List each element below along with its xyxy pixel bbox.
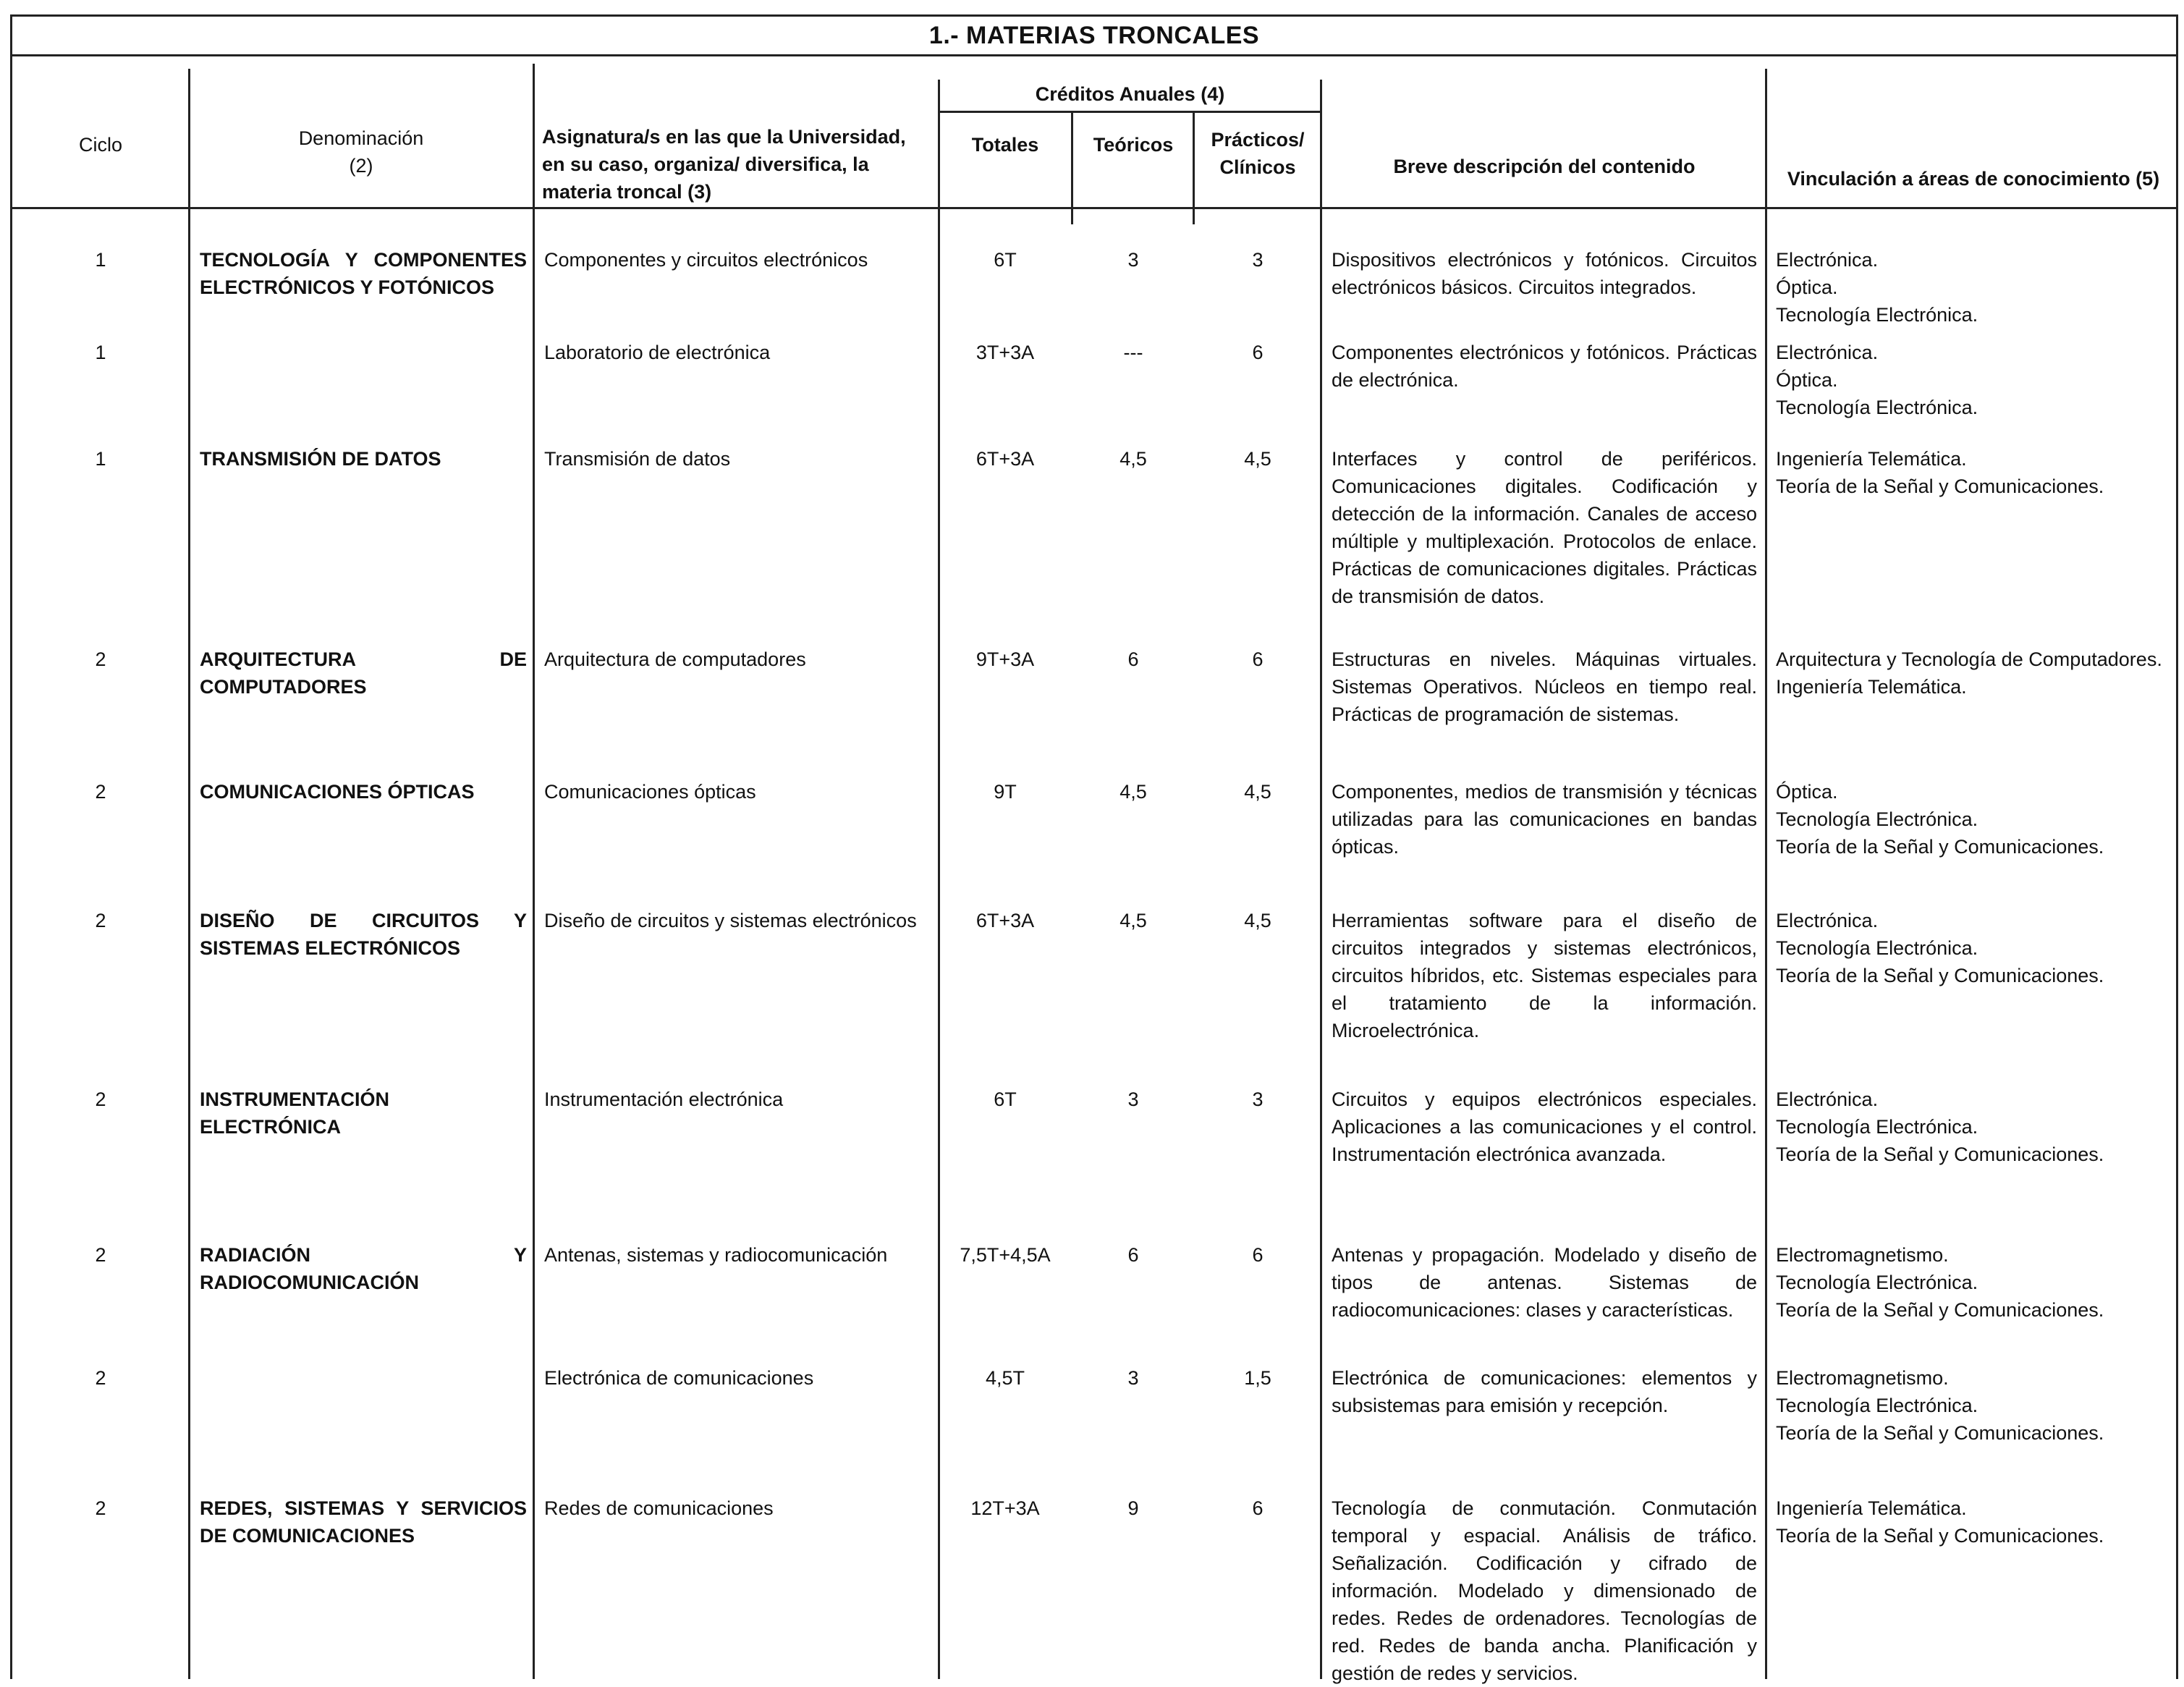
cell-vinculacion-row-8 <box>1776 1241 2178 1324</box>
cell-vinculacion-row-2 <box>1776 339 2178 421</box>
creditos-divider <box>938 111 1320 113</box>
vinculacion-area: Ingeniería Telemática. <box>1776 448 1967 470</box>
vinculacion-area: Tecnología Electrónica. <box>1776 1272 1978 1293</box>
cell-totales-row-5: 9T <box>994 781 1017 803</box>
cell-ciclo-row-3: 1 <box>95 448 106 470</box>
cell-practicos-row-6: 4,5 <box>1244 910 1271 931</box>
cell-asignatura-row-2: Laboratorio de electrónica <box>544 342 771 363</box>
cell-descripcion-row-8: Antenas y propagación. Modelado y diseño de tipos de antenas. Sistemas de radiocomunicaciones: clases y características. <box>1332 1244 1757 1321</box>
cell-teoricos-row-2: --- <box>1123 342 1143 363</box>
vinculacion-area: Tecnología Electrónica. <box>1776 304 1978 326</box>
col-sep-1 <box>188 69 190 1679</box>
cell-practicos-row-4: 6 <box>1252 648 1264 670</box>
vinculacion-area: Electrónica. <box>1776 342 1879 363</box>
cell-practicos-row-2: 6 <box>1252 342 1264 363</box>
header-vinculacion: Vinculación a áreas de conocimiento (5) <box>1787 168 2160 190</box>
cell-teoricos-row-6: 4,5 <box>1119 910 1147 931</box>
cell-ciclo-row-4: 2 <box>95 648 106 670</box>
cell-teoricos-row-4: 6 <box>1127 648 1139 670</box>
table-border-left <box>10 56 12 1679</box>
cell-teoricos-row-5: 4,5 <box>1119 781 1147 803</box>
cell-totales-row-3: 6T+3A <box>975 448 1035 470</box>
cell-descripcion-row-7: Circuitos y equipos electrónicos especiales. Aplicaciones a las comunicaciones y el control. Instrumentación electrónica avanzada. <box>1332 1088 1757 1165</box>
cell-descripcion-row-9: Electrónica de comunicaciones: elementos y subsistemas para emisión y recepción. <box>1332 1367 1757 1416</box>
cell-totales-row-7: 6T <box>994 1088 1017 1110</box>
vinculacion-area: Tecnología Electrónica. <box>1776 1395 1978 1416</box>
vinculacion-area: Electromagnetismo. <box>1776 1244 1949 1266</box>
col-sep-3 <box>938 80 940 1679</box>
vinculacion-area: Óptica. <box>1776 369 1838 391</box>
header-descripcion: Breve descripción del contenido <box>1393 156 1696 177</box>
cell-vinculacion-row-3 <box>1776 445 2178 500</box>
cell-practicos-row-9: 1,5 <box>1244 1367 1271 1389</box>
header-asignaturas: Asignatura/s en las que la Universidad, en su caso, organiza/ diversifica, la materia troncal (3) <box>542 126 906 203</box>
cell-ciclo-row-8: 2 <box>95 1244 106 1266</box>
cell-practicos-row-10: 6 <box>1252 1497 1264 1519</box>
header-creditos-anuales: Créditos Anuales (4) <box>1035 83 1225 105</box>
vinculacion-area: Óptica. <box>1776 781 1838 803</box>
cell-asignatura-row-3: Transmisión de datos <box>544 448 731 470</box>
cell-denominacion-row-6: DISEÑO DE CIRCUITOS Y SISTEMAS ELECTRÓNICOS <box>200 910 527 959</box>
cell-asignatura-row-9: Electrónica de comunicaciones <box>544 1367 814 1389</box>
cell-descripcion-row-10: Tecnología de conmutación. Conmutación temporal y espacial. Análisis de tráfico. Señalización. Codificación y cifrado de información. Modelado y dimensionado de redes. Redes de ordenadores. Tecnologías de red. Redes de banda ancha. Planificación y gestión de redes y servicios. <box>1332 1497 1757 1684</box>
header-totales: Totales <box>971 134 1039 156</box>
cell-practicos-row-3: 4,5 <box>1244 448 1271 470</box>
vinculacion-area: Teoría de la Señal y Comunicaciones. <box>1776 1525 2104 1547</box>
cell-vinculacion-row-10 <box>1776 1494 2178 1549</box>
header-denominacion <box>198 123 524 181</box>
col-sep-7 <box>1765 69 1767 1679</box>
cell-practicos-row-1: 3 <box>1252 249 1264 271</box>
vinculacion-area: Teoría de la Señal y Comunicaciones. <box>1776 1422 2104 1444</box>
col-sep-6 <box>1320 80 1322 1679</box>
cell-asignatura-row-1: Componentes y circuitos electrónicos <box>544 249 868 271</box>
vinculacion-area: Arquitectura y Tecnología de Computadores. <box>1776 648 2162 670</box>
cell-asignatura-row-7: Instrumentación electrónica <box>544 1088 784 1110</box>
cell-ciclo-row-1: 1 <box>95 249 106 271</box>
vinculacion-area: Teoría de la Señal y Comunicaciones. <box>1776 1143 2104 1165</box>
vinculacion-area: Electrónica. <box>1776 249 1879 271</box>
cell-denominacion-row-5: COMUNICACIONES ÓPTICAS <box>200 781 475 803</box>
cell-practicos-row-8: 6 <box>1252 1244 1264 1266</box>
vinculacion-area: Tecnología Electrónica. <box>1776 1116 1978 1138</box>
cell-denominacion-row-7: INSTRUMENTACIÓN ELECTRÓNICA <box>200 1088 389 1138</box>
cell-descripcion-row-6: Herramientas software para el diseño de circuitos integrados y sistemas electrónicos, circuitos híbridos, etc. Sistemas especiales para el tratamiento de la información. Microelectrónica. <box>1332 910 1757 1041</box>
cell-totales-row-1: 6T <box>994 249 1017 271</box>
cell-vinculacion-row-7 <box>1776 1086 2178 1168</box>
cell-denominacion-row-4: ARQUITECTURA DE COMPUTADORES <box>200 648 527 698</box>
cell-totales-row-4: 9T+3A <box>975 648 1035 670</box>
cell-teoricos-row-3: 4,5 <box>1119 448 1147 470</box>
cell-descripcion-row-5: Componentes, medios de transmisión y técnicas utilizadas para las comunicaciones en bandas ópticas. <box>1332 781 1757 858</box>
vinculacion-area: Electromagnetismo. <box>1776 1367 1949 1389</box>
vinculacion-area: Electrónica. <box>1776 1088 1879 1110</box>
cell-teoricos-row-8: 6 <box>1127 1244 1139 1266</box>
cell-asignatura-row-4: Arquitectura de computadores <box>544 648 806 670</box>
cell-totales-row-10: 12T+3A <box>970 1497 1040 1519</box>
cell-practicos-row-7: 3 <box>1252 1088 1264 1110</box>
cell-totales-row-6: 6T+3A <box>975 910 1035 931</box>
cell-teoricos-row-1: 3 <box>1127 249 1139 271</box>
cell-totales-row-8: 7,5T+4,5A <box>960 1244 1051 1266</box>
vinculacion-area: Teoría de la Señal y Comunicaciones. <box>1776 475 2104 497</box>
cell-practicos-row-5: 4,5 <box>1244 781 1271 803</box>
cell-teoricos-row-7: 3 <box>1127 1088 1139 1110</box>
header-ciclo: Ciclo <box>78 134 122 156</box>
header-denominacion-note: (2) <box>349 155 373 177</box>
vinculacion-area: Ingeniería Telemática. <box>1776 676 1967 698</box>
cell-vinculacion-row-4 <box>1776 646 2178 701</box>
cell-ciclo-row-2: 1 <box>95 342 106 363</box>
vinculacion-area: Electrónica. <box>1776 910 1879 931</box>
vinculacion-area: Teoría de la Señal y Comunicaciones. <box>1776 836 2104 858</box>
cell-ciclo-row-5: 2 <box>95 781 106 803</box>
vinculacion-area: Ingeniería Telemática. <box>1776 1497 1967 1519</box>
cell-vinculacion-row-5 <box>1776 778 2178 861</box>
cell-ciclo-row-10: 2 <box>95 1497 106 1519</box>
cell-asignatura-row-6: Diseño de circuitos y sistemas electrónicos <box>544 910 917 931</box>
cell-vinculacion-row-1 <box>1776 246 2178 329</box>
cell-ciclo-row-6: 2 <box>95 910 106 931</box>
cell-descripcion-row-1: Dispositivos electrónicos y fotónicos. Circuitos electrónicos básicos. Circuitos integrados. <box>1332 249 1757 298</box>
cell-totales-row-2: 3T+3A <box>975 342 1035 363</box>
section-title: 1.- MATERIAS TRONCALES <box>10 14 2178 56</box>
col-sep-2 <box>533 64 535 1679</box>
cell-vinculacion-row-6 <box>1776 907 2178 989</box>
cell-teoricos-row-9: 3 <box>1127 1367 1139 1389</box>
vinculacion-area: Teoría de la Señal y Comunicaciones. <box>1776 965 2104 986</box>
cell-descripcion-row-4: Estructuras en niveles. Máquinas virtuales. Sistemas Operativos. Núcleos en tiempo real. Prácticas de programación de sistemas. <box>1332 648 1757 725</box>
cell-totales-row-9: 4,5T <box>985 1367 1025 1389</box>
document-page <box>10 14 2178 1684</box>
header-teoricos: Teóricos <box>1093 134 1174 156</box>
vinculacion-area: Tecnología Electrónica. <box>1776 937 1978 959</box>
cell-ciclo-row-7: 2 <box>95 1088 106 1110</box>
cell-asignatura-row-5: Comunicaciones ópticas <box>544 781 756 803</box>
vinculacion-area: Óptica. <box>1776 276 1838 298</box>
cell-asignatura-row-10: Redes de comunicaciones <box>544 1497 774 1519</box>
cell-denominacion-row-3: TRANSMISIÓN DE DATOS <box>200 448 441 470</box>
header-denominacion-label: Denominación <box>298 127 424 149</box>
cell-asignatura-row-8: Antenas, sistemas y radiocomunicación <box>544 1244 888 1266</box>
cell-vinculacion-row-9 <box>1776 1364 2178 1447</box>
cell-ciclo-row-9: 2 <box>95 1367 106 1389</box>
cell-denominacion-row-10: REDES, SISTEMAS Y SERVICIOS DE COMUNICACIONES <box>200 1497 527 1547</box>
cell-denominacion-row-8: RADIACIÓN Y RADIOCOMUNICACIÓN <box>200 1244 527 1293</box>
vinculacion-area: Tecnología Electrónica. <box>1776 808 1978 830</box>
cell-denominacion-row-1: TECNOLOGÍA Y COMPONENTES ELECTRÓNICOS Y FOTÓNICOS <box>200 249 527 298</box>
vinculacion-area: Tecnología Electrónica. <box>1776 397 1978 418</box>
cell-descripcion-row-2: Componentes electrónicos y fotónicos. Prácticas de electrónica. <box>1332 342 1757 391</box>
cell-descripcion-row-3: Interfaces y control de periféricos. Comunicaciones digitales. Codificación y detección de la información. Canales de acceso múltiple y multiplexación. Protocolos de enlace. Prácticas de comunicaciones digitales. Prácticas de transmisión de datos. <box>1332 448 1757 607</box>
vinculacion-area: Teoría de la Señal y Comunicaciones. <box>1776 1299 2104 1321</box>
cell-teoricos-row-10: 9 <box>1127 1497 1139 1519</box>
header-practicos: Prácticos/ Clínicos <box>1211 129 1305 178</box>
